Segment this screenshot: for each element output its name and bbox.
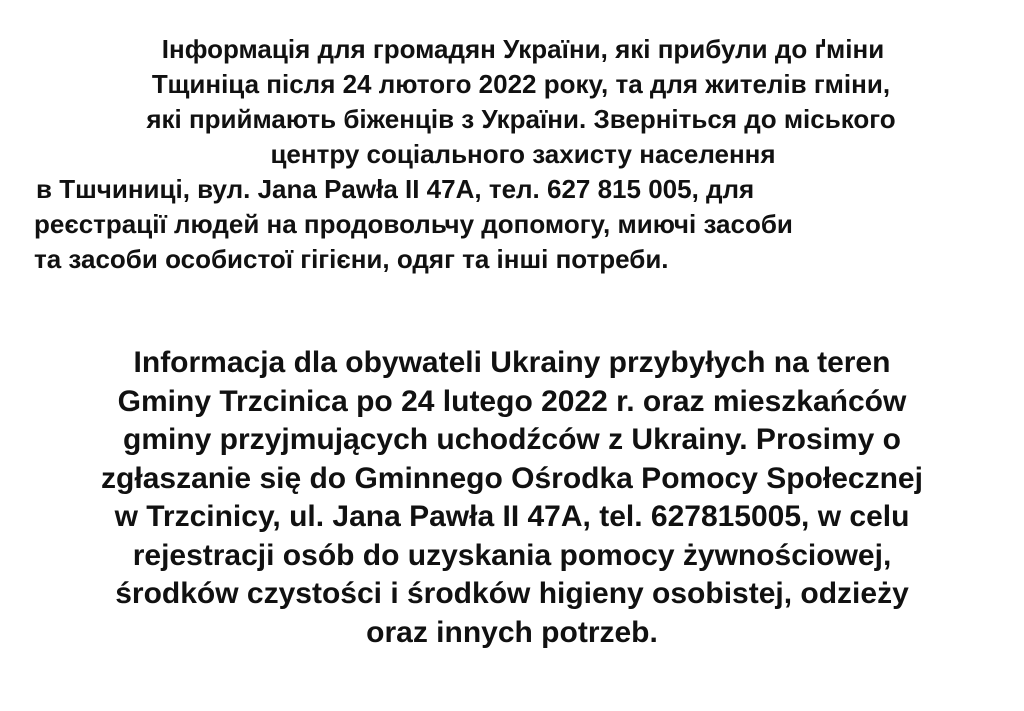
notice-ukrainian xyxy=(0,32,1024,277)
notice-polish xyxy=(0,344,1024,652)
notice-ukrainian-line: центру соціального захисту населення xyxy=(270,139,776,169)
notice-polish-line: oraz innych potrzeb. xyxy=(366,615,658,649)
notice-polish-line: Informacja dla obywateli Ukrainy przybyłych na teren xyxy=(133,346,891,379)
notice-ukrainian-line: реєстрації людей на продовольчу допомогу, миючі засоби xyxy=(34,209,793,239)
notice-polish-line: zgłaszanie się do Gminnego Ośrodka Pomocy Społecznej xyxy=(101,461,923,495)
notice-polish-line: Gminy Trzcinica po 24 lutego 2022 r. oraz mieszkańców xyxy=(117,384,907,418)
notice-polish-line: rejestracji osób do uzyskania pomocy żywnościowej, xyxy=(132,538,892,572)
notice-polish-line: środków czystości i środków higieny osobistej, odzieży xyxy=(115,577,909,610)
notice-ukrainian-line: Інформація для громадян України, які прибули до ґміни xyxy=(161,34,885,64)
notice-polish-line: gminy przyjmujących uchodźców z Ukrainy. Prosimy o xyxy=(123,423,901,456)
notice-ukrainian-line: які приймають біженців з України. Зверніться до міського xyxy=(146,104,896,134)
notice-ukrainian-line: Тщиніца після 24 лютого 2022 року, та для жителів гміни, xyxy=(151,69,891,99)
notice-ukrainian-line: та засоби особистої гігієни, одяг та інші потреби. xyxy=(34,244,669,274)
notice-ukrainian-line: в Тшчиниці, вул. Jana Pawła II 47A, тел. 627 815 005, для xyxy=(36,174,755,204)
notice-polish-line: w Trzcinicy, ul. Jana Pawła II 47A, tel. 627815005, w celu xyxy=(114,500,910,533)
